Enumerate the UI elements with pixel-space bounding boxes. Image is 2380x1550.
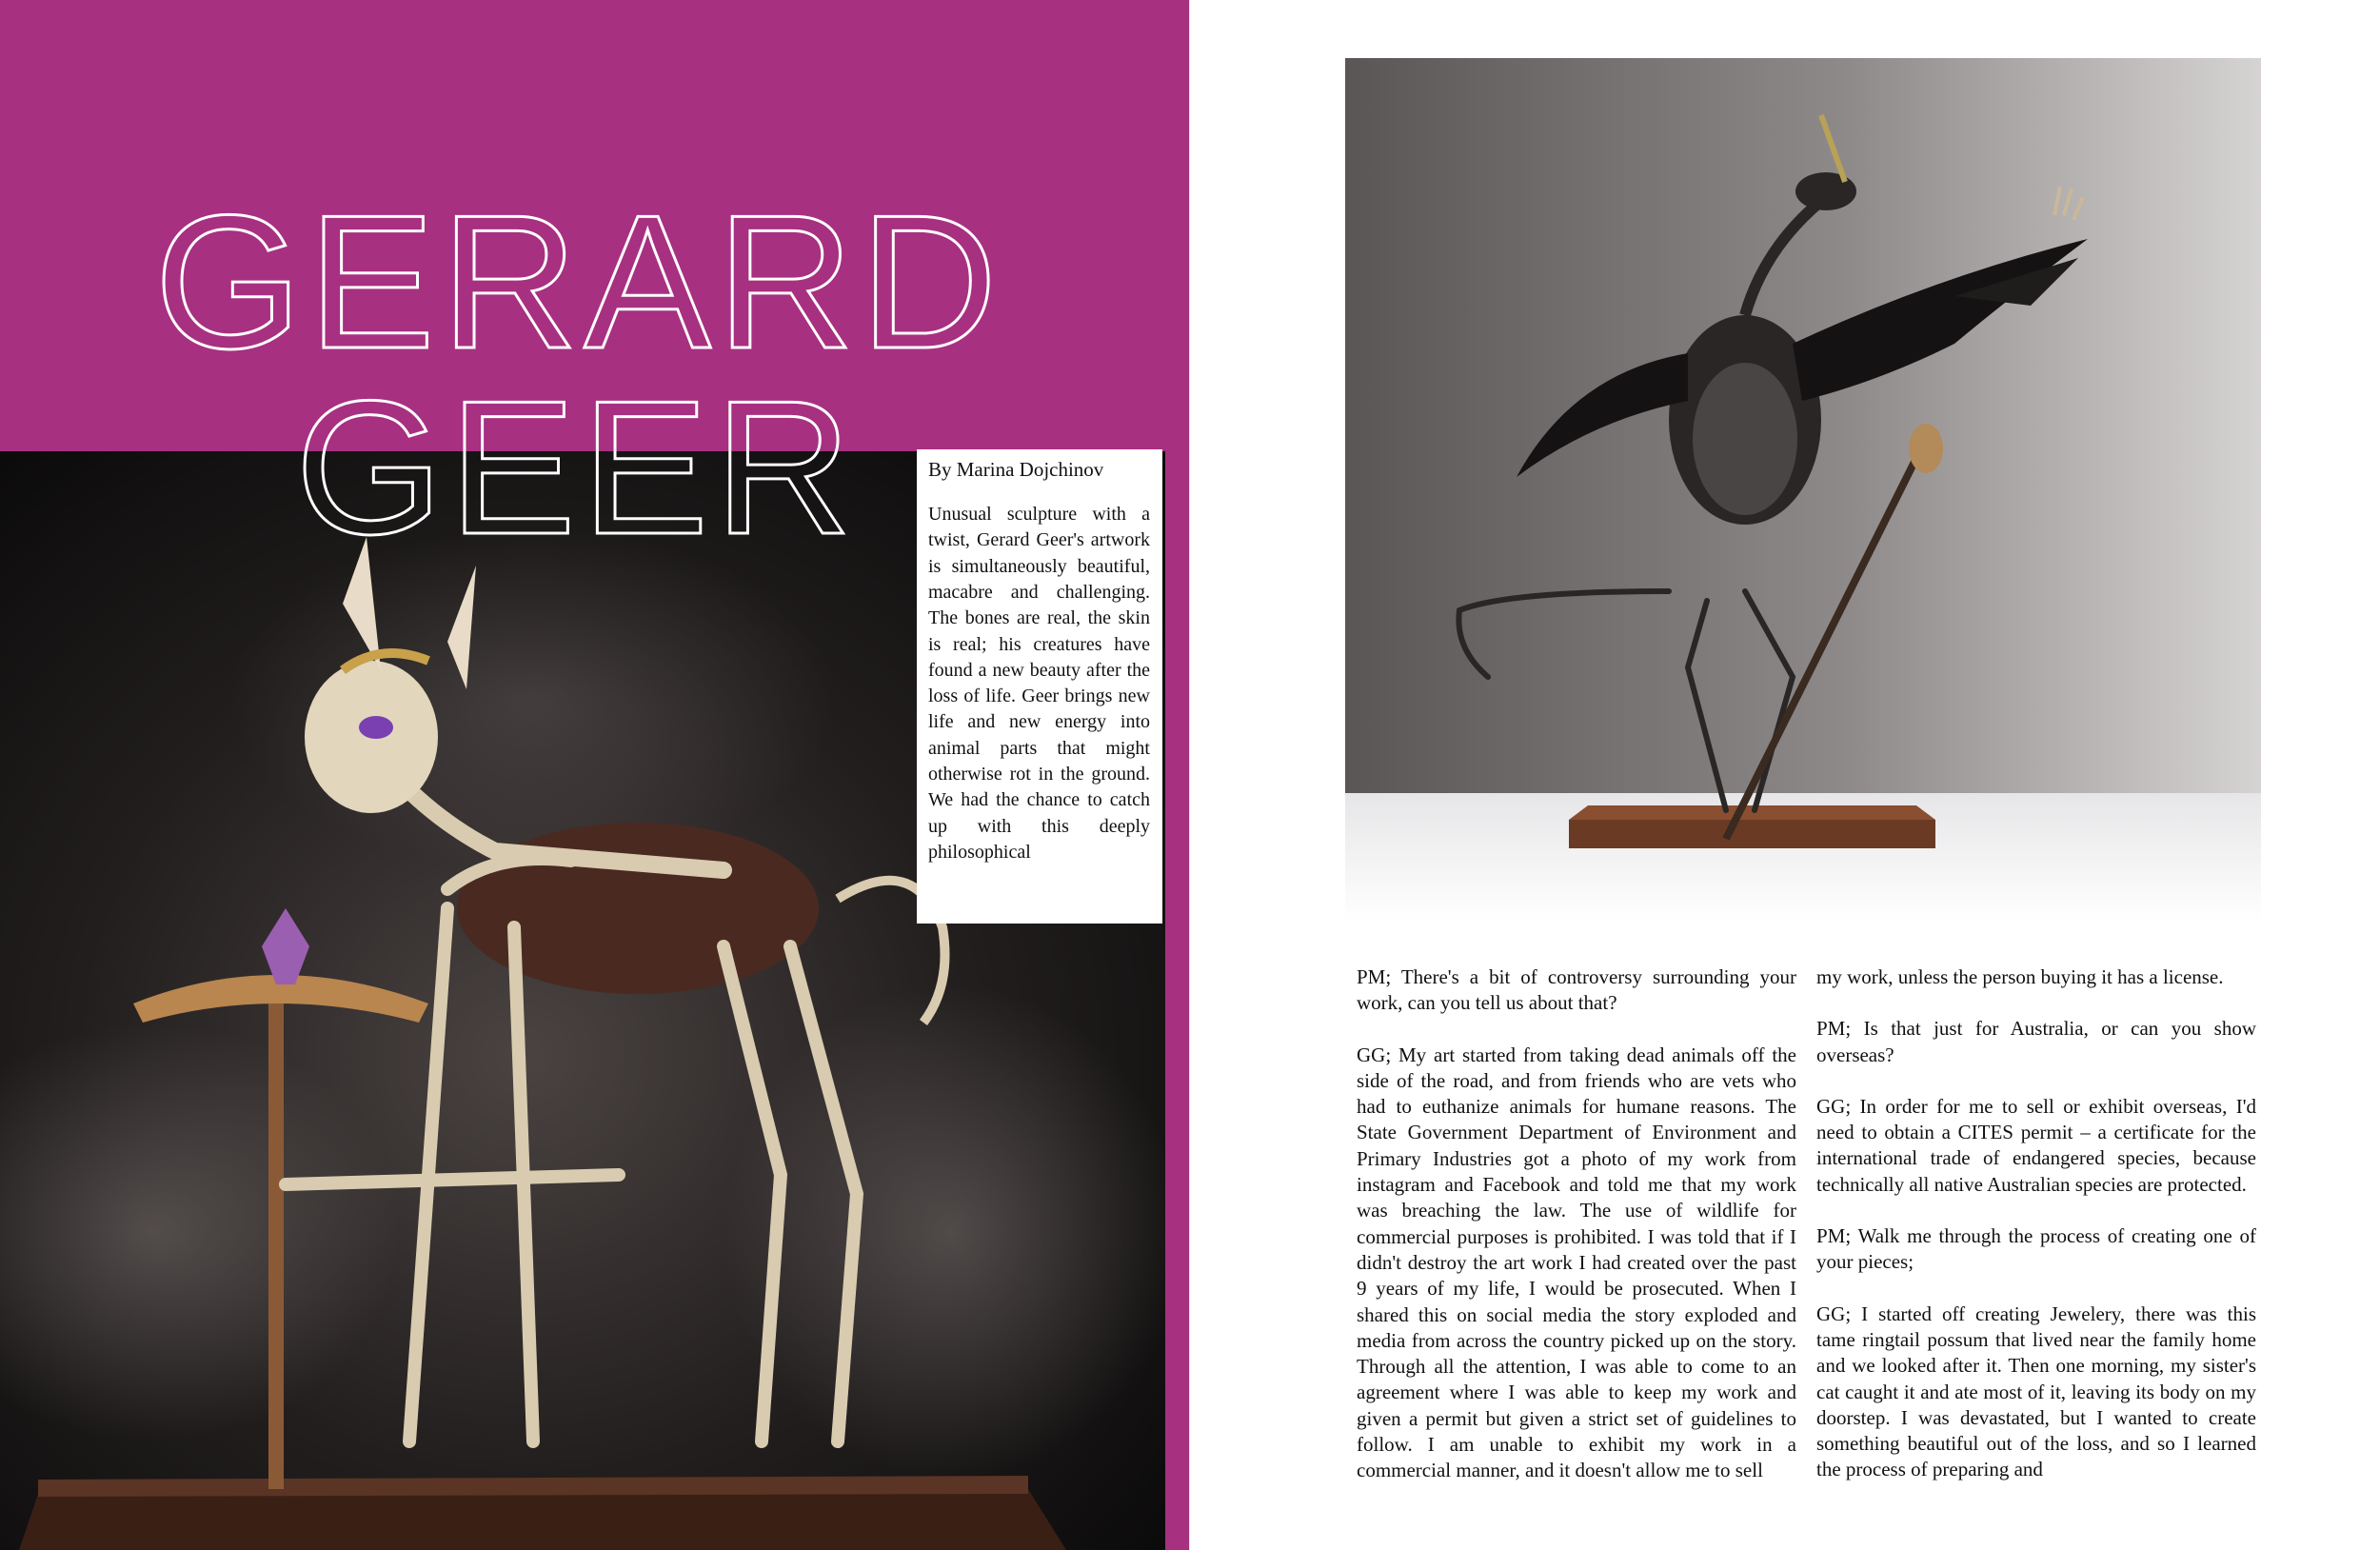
interview-question: PM; There's a bit of controversy surrounding your work, can you tell us about that? — [1357, 965, 1796, 1015]
title-last-name: GEER — [295, 362, 858, 552]
interview-question: PM; Walk me through the process of creating one of your pieces; — [1816, 1224, 2256, 1274]
interview-question: PM; Is that just for Australia, or can you show overseas? — [1816, 1017, 2256, 1066]
feature-title — [114, 171, 1028, 552]
skeleton-bird-photo — [1345, 58, 2261, 923]
title-first-name: GERARD — [154, 176, 1003, 388]
byline: By Marina Dojchinov — [928, 458, 1104, 481]
interview-column-2 — [1816, 964, 2256, 1550]
interview-column-1 — [1357, 964, 1796, 1550]
interview-answer-continued: my work, unless the person buying it has a license. — [1816, 965, 2224, 988]
interview-answer: GG; I started off creating Jewelery, there was this tame ringtail possum that lived near the family home and we looked after it. Then one morning, my sister's cat caught it and ate most of it, leaving its body on my doorstep. I was devastated, but I wanted to create something beautiful out of the loss, and so I learned the process of preparing and — [1816, 1302, 2256, 1481]
edge-color-strip — [1165, 451, 1190, 1550]
intro-box — [917, 449, 1162, 924]
interview-answer: GG; My art started from taking dead animals off the side of the road, and from friends who are vets who had to euthanize animals for humane reasons. The State Government Department of Environment and Primary Industries got a photo of my work from instagram and Facebook and told me that my work was breaching the law. The use of wildlife for commercial purposes is prohibited. I was told that if I didn't destroy the art work I had created over the past 9 years of my life, I would be prosecuted. When I shared this on social media the story exploded and media from across the country picked up on the story. Through all the attention, I was able to come to an agreement where I was able to keep my work and given a permit but given a strict set of guidelines to follow. I am unable to exhibit my work in a commercial manner, and it doesn't allow me to sell — [1357, 1043, 1796, 1482]
interview-answer: GG; In order for me to sell or exhibit overseas, I'd need to obtain a CITES permit – a certificate for the international trade of endangered species, because technically all native Australian species are protected. — [1816, 1094, 2256, 1196]
intro-paragraph: Unusual sculpture with a twist, Gerard Geer's artwork is simultaneously beautiful, macabre and challenging. The bones are real, the skin is real; his creatures have found a new beauty after the loss of life. Geer brings new life and new energy into animal parts that might otherwise rot in the ground. We had the chance to catch up with this deeply philosophical — [928, 504, 1150, 863]
